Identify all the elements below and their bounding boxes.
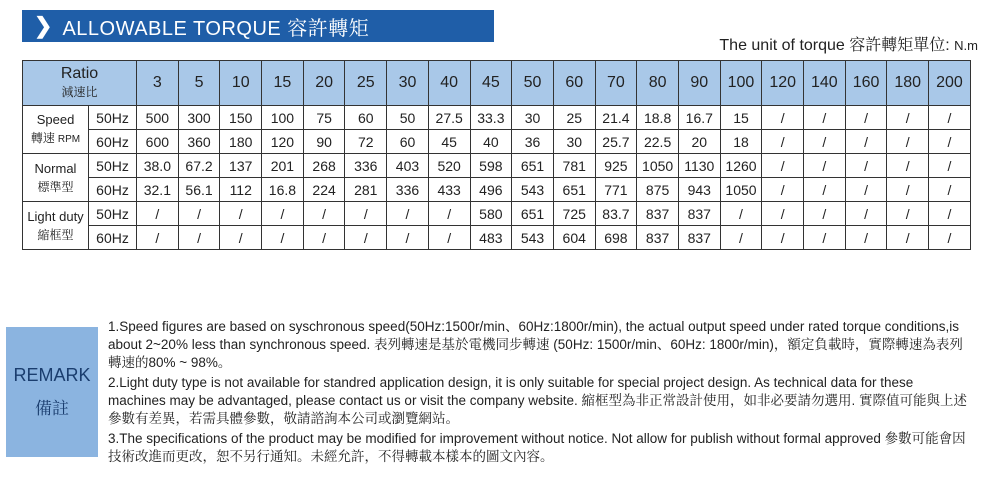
table-row	[23, 226, 971, 250]
table-row	[23, 154, 971, 178]
ratio-cell: 50	[512, 61, 554, 106]
value-cell: 1130	[678, 154, 720, 178]
value-cell: 837	[678, 226, 720, 250]
value-cell: /	[303, 226, 345, 250]
row-group-label	[23, 202, 89, 250]
value-cell: /	[929, 106, 971, 130]
value-cell: /	[762, 154, 804, 178]
remark-notes	[108, 318, 968, 468]
value-cell: 25.7	[595, 130, 637, 154]
value-cell: /	[720, 202, 762, 226]
value-cell: /	[220, 202, 262, 226]
value-cell: 925	[595, 154, 637, 178]
table-row	[23, 202, 971, 226]
value-cell: 651	[512, 154, 554, 178]
value-cell: /	[887, 130, 929, 154]
value-cell: /	[929, 178, 971, 202]
value-cell: 27.5	[428, 106, 470, 130]
value-cell: 21.4	[595, 106, 637, 130]
value-cell: 224	[303, 178, 345, 202]
value-cell: 604	[553, 226, 595, 250]
ratio-cell: 80	[637, 61, 679, 106]
value-cell: /	[845, 130, 887, 154]
row-group-label-en: Normal	[34, 160, 77, 176]
row-group-label	[23, 106, 89, 154]
row-group-label-en: Speed	[36, 111, 75, 127]
value-cell: 112	[220, 178, 262, 202]
value-cell: 201	[262, 154, 304, 178]
unit-value: N.m	[954, 38, 978, 53]
table-row	[23, 178, 971, 202]
table-row	[23, 106, 971, 130]
value-cell: /	[804, 106, 846, 130]
value-cell: 403	[387, 154, 429, 178]
value-cell: 1260	[720, 154, 762, 178]
ratio-cell: 140	[804, 61, 846, 106]
ratio-cell: 10	[220, 61, 262, 106]
value-cell: /	[762, 106, 804, 130]
value-cell: 1050	[637, 154, 679, 178]
value-cell: 15	[720, 106, 762, 130]
remark-note-3: 3.The specifications of the product may be modified for improvement without notice. Not allow for publish without formal approved 參數可能會因技術改進而更改，恕不另行通知。未經允許，不得轉載本樣本的圖文內容。	[108, 431, 966, 464]
value-cell: /	[887, 226, 929, 250]
value-cell: /	[845, 178, 887, 202]
value-cell: 16.7	[678, 106, 720, 130]
value-cell: 30	[512, 106, 554, 130]
section-title: ALLOWABLE TORQUE 容許轉矩	[62, 17, 370, 40]
value-cell: 698	[595, 226, 637, 250]
ratio-cell: 180	[887, 61, 929, 106]
remark-label-box	[6, 327, 98, 457]
value-cell: 75	[303, 106, 345, 130]
row-group-unit: RPM	[57, 133, 81, 145]
frequency-cell: 50Hz	[89, 202, 137, 226]
value-cell: 120	[262, 130, 304, 154]
value-cell: 943	[678, 178, 720, 202]
value-cell: /	[845, 202, 887, 226]
value-cell: /	[929, 202, 971, 226]
value-cell: 336	[345, 154, 387, 178]
ratio-cell: 120	[762, 61, 804, 106]
value-cell: /	[303, 202, 345, 226]
value-cell: 180	[220, 130, 262, 154]
value-cell: 72	[345, 130, 387, 154]
unit-label: The unit of torque 容許轉矩單位:	[719, 37, 950, 54]
row-group-label-zh: 標準型	[37, 179, 74, 194]
value-cell: 598	[470, 154, 512, 178]
value-cell: 725	[553, 202, 595, 226]
ratio-cell: 5	[178, 61, 220, 106]
ratio-label: Ratio	[60, 65, 99, 82]
value-cell: 60	[345, 106, 387, 130]
ratio-cell: 40	[428, 61, 470, 106]
value-cell: 500	[137, 106, 179, 130]
value-cell: 837	[637, 226, 679, 250]
frequency-cell: 50Hz	[89, 154, 137, 178]
value-cell: /	[887, 202, 929, 226]
value-cell: /	[804, 154, 846, 178]
frequency-cell: 50Hz	[89, 106, 137, 130]
ratio-cell: 15	[262, 61, 304, 106]
value-cell: 336	[387, 178, 429, 202]
table-row	[23, 130, 971, 154]
remark-label-zh: 備註	[35, 399, 69, 418]
value-cell: /	[887, 106, 929, 130]
value-cell: 150	[220, 106, 262, 130]
value-cell: 580	[470, 202, 512, 226]
value-cell: 281	[345, 178, 387, 202]
value-cell: 32.1	[137, 178, 179, 202]
ratio-cell: 160	[845, 61, 887, 106]
row-group-label-zh: 轉速	[30, 130, 55, 145]
value-cell: /	[804, 226, 846, 250]
torque-table	[22, 60, 971, 250]
value-cell: /	[762, 202, 804, 226]
value-cell: /	[345, 202, 387, 226]
value-cell: 543	[512, 178, 554, 202]
row-group-label-en: Light duty	[27, 208, 84, 224]
value-cell: /	[720, 226, 762, 250]
value-cell: 771	[595, 178, 637, 202]
ratio-header	[23, 61, 137, 106]
ratio-cell: 70	[595, 61, 637, 106]
value-cell: 33.3	[470, 106, 512, 130]
value-cell: 40	[470, 130, 512, 154]
value-cell: 600	[137, 130, 179, 154]
remark-label: REMARK	[13, 365, 91, 385]
row-group-label	[23, 154, 89, 202]
value-cell: /	[929, 154, 971, 178]
value-cell: /	[428, 202, 470, 226]
value-cell: /	[262, 202, 304, 226]
value-cell: 22.5	[637, 130, 679, 154]
value-cell: /	[804, 130, 846, 154]
value-cell: /	[178, 226, 220, 250]
value-cell: 137	[220, 154, 262, 178]
value-cell: 56.1	[178, 178, 220, 202]
value-cell: 300	[178, 106, 220, 130]
value-cell: /	[137, 202, 179, 226]
value-cell: /	[387, 202, 429, 226]
value-cell: /	[845, 106, 887, 130]
frequency-cell: 60Hz	[89, 226, 137, 250]
value-cell: 16.8	[262, 178, 304, 202]
value-cell: 90	[303, 130, 345, 154]
chevron-right-icon: ❯	[34, 13, 53, 38]
ratio-cell: 45	[470, 61, 512, 106]
value-cell: /	[178, 202, 220, 226]
section-title-bar	[22, 10, 494, 42]
row-group-label-zh: 縮框型	[37, 227, 74, 242]
value-cell: /	[262, 226, 304, 250]
value-cell: /	[929, 130, 971, 154]
value-cell: /	[887, 178, 929, 202]
value-cell: 18.8	[637, 106, 679, 130]
value-cell: 433	[428, 178, 470, 202]
value-cell: /	[804, 178, 846, 202]
value-cell: 38.0	[137, 154, 179, 178]
value-cell: /	[762, 226, 804, 250]
remark-note-2: 2.Light duty type is not available for standred application design, it is only suitable for special project design. As technical data for these machines may be advantaged, please contact us or visit the company website. 縮框型為非正常設計使用，如非必要請勿選用. 實際值可能與上述參數有差異，若需具體參數，敬請諮詢本公司或瀏覽網站。	[108, 375, 968, 426]
value-cell: /	[345, 226, 387, 250]
value-cell: 100	[262, 106, 304, 130]
ratio-cell: 200	[929, 61, 971, 106]
value-cell: 781	[553, 154, 595, 178]
value-cell: 268	[303, 154, 345, 178]
value-cell: 45	[428, 130, 470, 154]
ratio-cell: 30	[387, 61, 429, 106]
value-cell: 60	[387, 130, 429, 154]
value-cell: /	[762, 178, 804, 202]
value-cell: /	[845, 154, 887, 178]
value-cell: 36	[512, 130, 554, 154]
table-header-row	[23, 61, 971, 106]
value-cell: 520	[428, 154, 470, 178]
ratio-cell: 60	[553, 61, 595, 106]
value-cell: 83.7	[595, 202, 637, 226]
remark-note-1: 1.Speed figures are based on syschronous speed(50Hz:1500r/min、60Hz:1800r/min), the actual output speed under rated torque conditions,is about 2~20% less than synchronous speed. 表列轉速是基於電機同步轉速 (50Hz: 1500r/min、60Hz: 1800r/min)，額定負載時，實際轉速為表列轉速的80% ~ 98%。	[108, 319, 963, 370]
value-cell: /	[428, 226, 470, 250]
value-cell: 18	[720, 130, 762, 154]
value-cell: /	[137, 226, 179, 250]
value-cell: /	[804, 202, 846, 226]
value-cell: 651	[553, 178, 595, 202]
ratio-cell: 25	[345, 61, 387, 106]
value-cell: /	[845, 226, 887, 250]
value-cell: 20	[678, 130, 720, 154]
value-cell: 25	[553, 106, 595, 130]
ratio-cell: 20	[303, 61, 345, 106]
value-cell: 360	[178, 130, 220, 154]
value-cell: 1050	[720, 178, 762, 202]
value-cell: 543	[512, 226, 554, 250]
value-cell: /	[220, 226, 262, 250]
value-cell: 483	[470, 226, 512, 250]
value-cell: /	[929, 226, 971, 250]
value-cell: 837	[678, 202, 720, 226]
value-cell: 67.2	[178, 154, 220, 178]
value-cell: 875	[637, 178, 679, 202]
value-cell: 837	[637, 202, 679, 226]
ratio-cell: 100	[720, 61, 762, 106]
value-cell: /	[887, 154, 929, 178]
torque-unit-note	[719, 32, 978, 55]
ratio-cell: 3	[137, 61, 179, 106]
ratio-cell: 90	[678, 61, 720, 106]
value-cell: 50	[387, 106, 429, 130]
value-cell: 30	[553, 130, 595, 154]
value-cell: 496	[470, 178, 512, 202]
ratio-label-zh: 減速比	[61, 85, 98, 99]
value-cell: /	[387, 226, 429, 250]
frequency-cell: 60Hz	[89, 178, 137, 202]
frequency-cell: 60Hz	[89, 130, 137, 154]
value-cell: 651	[512, 202, 554, 226]
value-cell: /	[762, 130, 804, 154]
